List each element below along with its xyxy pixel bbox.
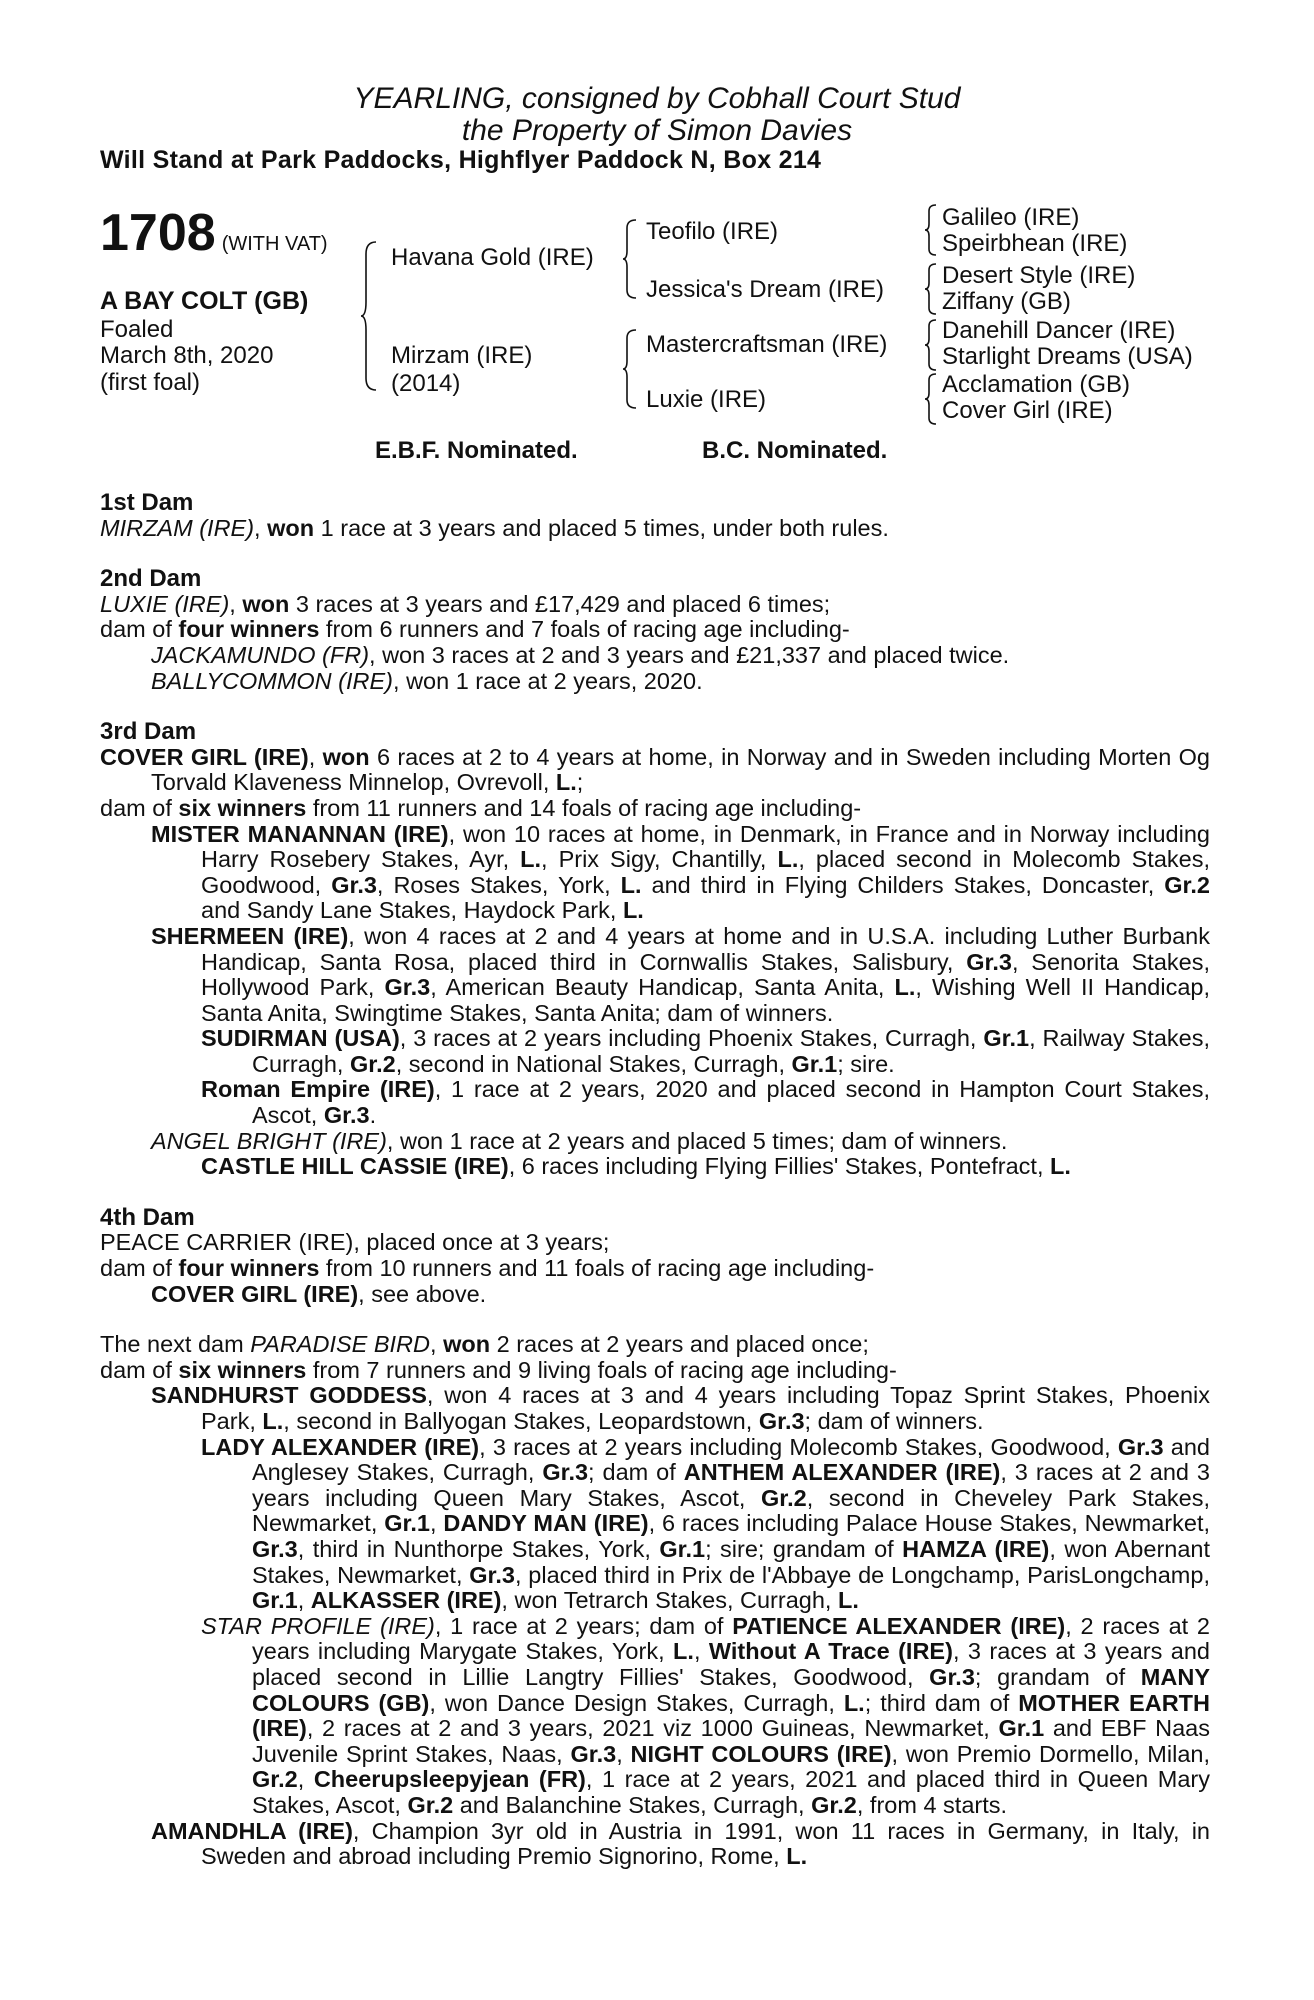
pedigree-brace-g56 — [924, 318, 940, 372]
ancestor-5: Danehill Dancer (IRE) — [942, 317, 1176, 344]
first-dam-record: MIRZAM (IRE), won 1 race at 3 years and placed 5 times, under both rules. — [100, 514, 889, 541]
lot-description: A BAY COLT (GB) — [100, 287, 309, 315]
produce-shermeen: SHERMEEN (IRE), won 4 races at 2 and 4 years at home and in U.S.A. including Luther Burbank Handicap, Santa Rosa, placed third in Cornwallis Stakes, Salisbury, Gr.3, Senorita Stakes, Hollywood Park, Gr.3, American Beauty Handicap, Santa Anita, L., Wishing Well II Handicap, Santa Anita, Swingtime Stakes, Santa Anita; dam of winners. — [151, 922, 1211, 1026]
produce-sudirman: SUDIRMAN (USA), 3 races at 2 years including Phoenix Stakes, Curragh, Gr.1, Railway Stakes, Curragh, Gr.2, second in National Stakes, Curragh, Gr.1; sire. — [201, 1025, 1211, 1077]
property-line: the Property of Simon Davies — [461, 114, 853, 147]
dam-year: (2014) — [391, 370, 461, 397]
lot-heading — [100, 205, 328, 261]
third-dam-produce: dam of six winners from 11 runners and 14 foals of racing age including- — [100, 794, 862, 821]
second-dam-heading: 2nd Dam — [100, 565, 202, 593]
third-dam-record: COVER GIRL (IRE), won 6 races at 2 to 4 years at home, in Norway and in Sweden including Morten Og Torvald Klaveness Minnelop, Ovrevoll, L.; — [100, 743, 1210, 796]
foal-note: (first foal) — [100, 369, 201, 396]
produce-amandhla: AMANDHLA (IRE), Champion 3yr old in Austria in 1991, won 11 races in Germany, in Italy, in Sweden and abroad including Premio Signorino, Rome, L. — [151, 1817, 1210, 1870]
ebf-nomination: E.B.F. Nominated. — [375, 437, 578, 464]
sire-sire: Teofilo (IRE) — [646, 218, 779, 245]
fourth-dam-heading: 4th Dam — [100, 1203, 195, 1231]
dam: Mirzam (IRE) — [391, 342, 533, 369]
produce-jackamundo: JACKAMUNDO (FR), won 3 races at 2 and 3 years and £21,337 and placed twice. — [151, 641, 1010, 668]
ancestor-7: Acclamation (GB) — [942, 371, 1131, 398]
produce-record — [100, 490, 1210, 1870]
fourth-dam-produce: dam of four winners from 10 runners and 11 foals of racing age including- — [100, 1255, 875, 1282]
second-dam-record: LUXIE (IRE), won 3 races at 3 years and £17,429 and placed 6 times; — [100, 590, 831, 617]
produce-lady-alexander: LADY ALEXANDER (IRE), 3 races at 2 years including Molecomb Stakes, Goodwood, Gr.3 and Anglesey Stakes, Curragh, Gr.3; dam of ANTHEM ALEXANDER (IRE), 3 races at 2 and 3 years including Queen Mary Stakes, Ascot, Gr.2, second in Cheveley Park Stakes, Newmarket, Gr.1, DANDY MAN (IRE), 6 races including Palace House Stakes, Newmarket, Gr.3, third in Nunthorpe Stakes, York, Gr.1; sire; grandam of HAMZA (IRE), won Abernant Stakes, Newmarket, Gr.3, placed third in Prix de l'Abbaye de Longchamp, ParisLongchamp, Gr.1, ALKASSER (IRE), won Tetrarch Stakes, Curragh, L. — [201, 1433, 1211, 1614]
next-dam-produce: dam of six winners from 7 runners and 9 living foals of racing age including- — [100, 1356, 897, 1383]
sire-dam: Jessica's Dream (IRE) — [646, 276, 884, 303]
fourth-dam-record: PEACE CARRIER (IRE), placed once at 3 years; — [100, 1229, 610, 1256]
pedigree-brace-g78 — [924, 372, 940, 426]
consignor-line: YEARLING, consigned by Cobhall Court Stud — [353, 82, 961, 115]
next-dam-record: The next dam PARADISE BIRD, won 2 races at 2 years and placed once; — [100, 1331, 869, 1358]
pedigree-brace-g12 — [924, 203, 940, 257]
stand-location: Will Stand at Park Paddocks, Highflyer Paddock N, Box 214 — [100, 146, 822, 174]
pedigree-brace-dam — [622, 328, 640, 410]
pedigree-brace-g34 — [924, 262, 940, 316]
foaled-date: March 8th, 2020 — [100, 342, 274, 369]
dam-dam: Luxie (IRE) — [646, 386, 767, 413]
pedigree-brace-main — [360, 240, 380, 392]
produce-ballycommon: BALLYCOMMON (IRE), won 1 race at 2 years, 2020. — [151, 667, 703, 694]
second-dam-produce: dam of four winners from 6 runners and 7 foals of racing age including- — [100, 616, 850, 643]
ancestor-4: Ziffany (GB) — [942, 288, 1071, 315]
foaled-label: Foaled — [100, 316, 174, 343]
first-dam-heading: 1st Dam — [100, 489, 194, 516]
ancestor-2: Speirbhean (IRE) — [942, 230, 1128, 257]
lot-number: 1708 — [100, 204, 216, 262]
produce-star-profile: STAR PROFILE (IRE), 1 race at 2 years; dam of PATIENCE ALEXANDER (IRE), 2 races at 2 years including Marygate Stakes, York, L., Without A Trace (IRE), 3 races at 3 years and placed second in Lillie Langtry Fillies' Stakes, Goodwood, Gr.3; grandam of MANY COLOURS (GB), won Dance Design Stakes, Curragh, L.; third dam of MOTHER EARTH (IRE), 2 races at 2 and 3 years, 2021 viz 1000 Guineas, Newmarket, Gr.1 and EBF Naas Juvenile Sprint Stakes, Naas, Gr.3, NIGHT COLOURS (IRE), won Premio Dormello, Milan, Gr.2, Cheerupsleepyjean (FR), 1 race at 2 years, 2021 and placed third in Queen Mary Stakes, Ascot, Gr.2 and Balanchine Stakes, Curragh, Gr.2, from 4 starts. — [201, 1612, 1211, 1818]
produce-cover-girl: COVER GIRL (IRE), see above. — [151, 1280, 487, 1307]
pedigree-brace-sire — [622, 218, 640, 300]
sire: Havana Gold (IRE) — [391, 244, 594, 271]
produce-sandhurst-goddess: SANDHURST GODDESS, won 4 races at 3 and 4 years including Topaz Sprint Stakes, Phoenix Park, L., second in Ballyogan Stakes, Leopardstown, Gr.3; dam of winners. — [151, 1382, 1210, 1434]
ancestor-6: Starlight Dreams (USA) — [942, 343, 1193, 370]
ancestor-1: Galileo (IRE) — [942, 204, 1080, 231]
ancestor-3: Desert Style (IRE) — [942, 262, 1136, 289]
dam-sire: Mastercraftsman (IRE) — [646, 331, 888, 358]
vat-note: (WITH VAT) — [221, 233, 328, 255]
bc-nomination: B.C. Nominated. — [702, 437, 888, 464]
produce-roman-empire: Roman Empire (IRE), 1 race at 2 years, 2020 and placed second in Hampton Court Stakes, Ascot, Gr.3. — [201, 1076, 1210, 1129]
third-dam-heading: 3rd Dam — [100, 718, 197, 746]
produce-mister-manannan: MISTER MANANNAN (IRE), won 10 races at home, in Denmark, in France and in Norway including Harry Rosebery Stakes, Ayr, L., Prix Sigy, Chantilly, L., placed second in Molecomb Stakes, Goodwood, Gr.3, Roses Stakes, York, L. and third in Flying Childers Stakes, Doncaster, Gr.2 and Sandy Lane Stakes, Haydock Park, L. — [151, 820, 1210, 924]
produce-castle-hill-cassie: CASTLE HILL CASSIE (IRE), 6 races including Flying Fillies' Stakes, Pontefract, L. — [201, 1153, 1071, 1180]
ancestor-8: Cover Girl (IRE) — [942, 397, 1113, 424]
produce-angel-bright: ANGEL BRIGHT (IRE), won 1 race at 2 years and placed 5 times; dam of winners. — [151, 1127, 1008, 1154]
